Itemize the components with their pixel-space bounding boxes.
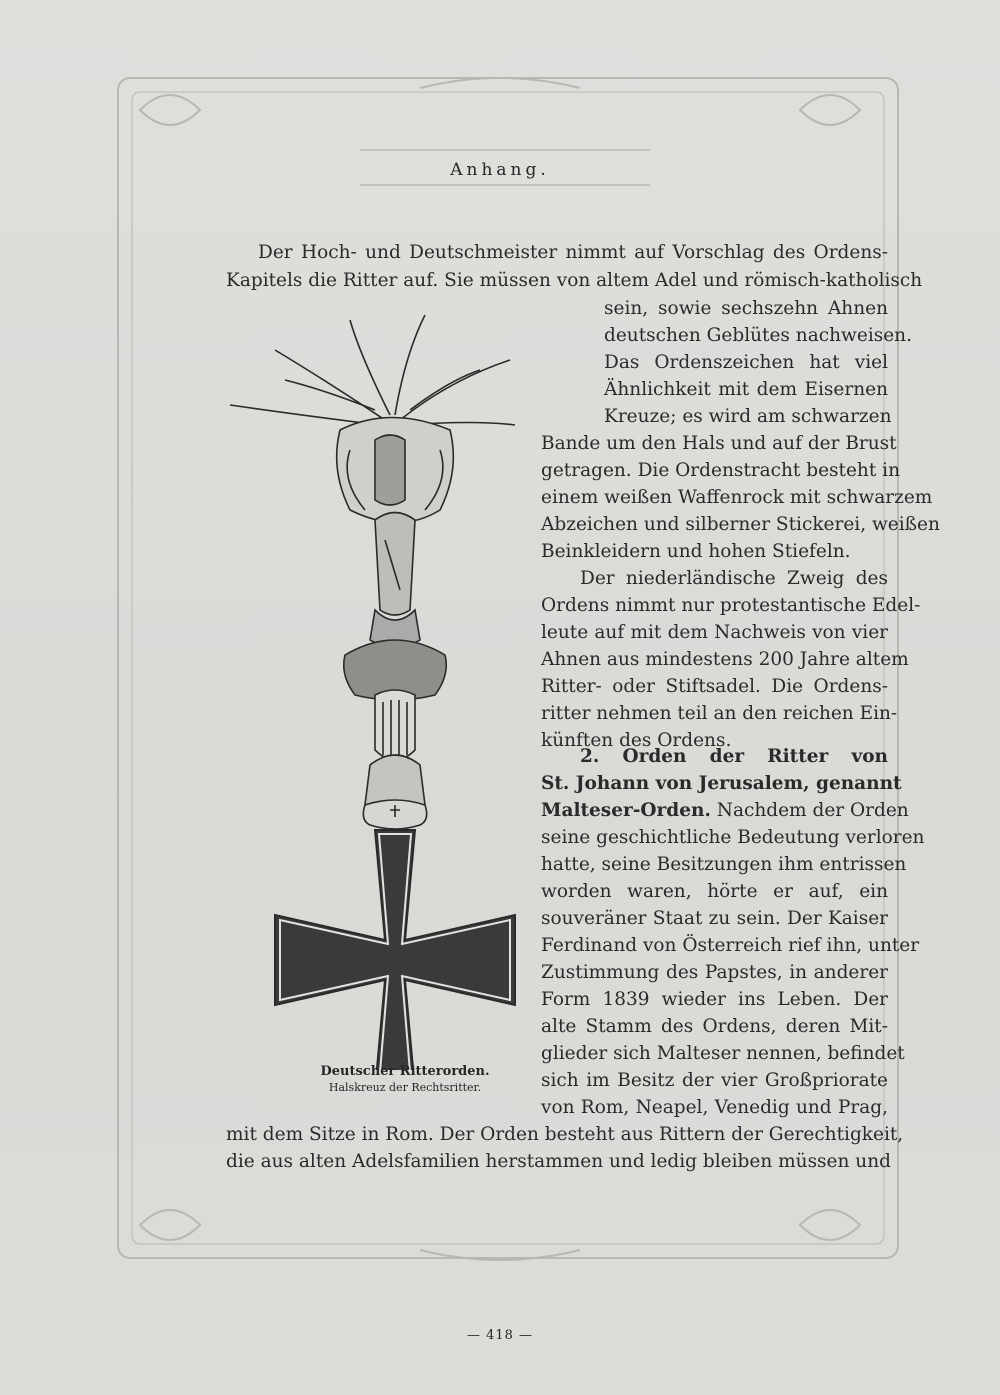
text-line: Bande um den Hals und auf der Brust <box>541 433 897 454</box>
text-line: mit dem Sitze in Rom. Der Orden besteht aus Rittern der Gerechtigkeit, <box>226 1124 904 1145</box>
section-heading-line: 2. Orden der Ritter von <box>580 746 888 767</box>
text-line: Kreuze; es wird am schwarzen <box>604 406 892 427</box>
caption-subtitle: Halskreuz der Rechtsritter. <box>328 1081 482 1094</box>
text-line: Der niederländische Zweig des <box>580 568 888 589</box>
page-number: — 418 — <box>466 1328 534 1343</box>
text-line: Ähnlichkeit mit dem Eisernen <box>604 379 888 400</box>
figure-caption <box>300 1064 510 1094</box>
text-line: Zustimmung des Papstes, in anderer <box>541 962 888 983</box>
text-line: von Rom, Neapel, Venedig und Prag, <box>541 1097 888 1118</box>
text-line: Der Hoch- und Deutschmeister nimmt auf Vorschlag des Ordens- <box>258 242 888 263</box>
teutonic-cross-illustration <box>225 310 525 1070</box>
text-line: deutschen Geblütes nachweisen. <box>604 325 912 346</box>
text-line: seine geschichtliche Bedeutung verloren <box>541 827 925 848</box>
text-line: sein, sowie sechszehn Ahnen <box>604 298 888 319</box>
text-line: Beinkleidern und hohen Stiefeln. <box>541 541 851 562</box>
text-fragment: Nachdem der Orden <box>710 800 909 821</box>
section-heading-end: Malteser-Orden. <box>541 800 711 821</box>
text-line: hatte, seine Besitzungen ihm entrissen <box>541 854 907 875</box>
text-line: Ferdinand von Österreich rief ihn, unter <box>541 935 920 956</box>
text-line: getragen. Die Ordenstracht besteht in <box>541 460 900 481</box>
text-line: Ritter- oder Stiftsadel. Die Ordens- <box>541 676 888 697</box>
text-line: die aus alten Adelsfamilien herstammen und ledig bleiben müssen und <box>226 1151 891 1172</box>
text-line: Abzeichen und silberner Stickerei, weißen <box>541 514 940 535</box>
caption-title: Deutscher Ritterorden. <box>320 1064 490 1079</box>
text-line: künften des Ordens. <box>541 730 732 751</box>
text-line: worden waren, hörte er auf, ein <box>541 881 888 902</box>
text-line: Form 1839 wieder ins Leben. Der <box>541 989 888 1010</box>
page-header: Anhang. <box>450 160 550 180</box>
section-heading-line: St. Johann von Jerusalem, genannt <box>541 773 902 794</box>
text-line: souveräner Staat zu sein. Der Kaiser <box>541 908 888 929</box>
text-line: einem weißen Waffenrock mit schwarzem <box>541 487 933 508</box>
text-line: leute auf mit dem Nachweis von vier <box>541 622 888 643</box>
text-line: glieder sich Malteser nennen, befindet <box>541 1043 905 1064</box>
text-line: alte Stamm des Ordens, deren Mit- <box>541 1016 888 1037</box>
text-line: Kapitels die Ritter auf. Sie müssen von altem Adel und römisch-katholisch <box>226 270 923 291</box>
text-line <box>541 798 909 824</box>
text-line: ritter nehmen teil an den reichen Ein- <box>541 703 898 724</box>
text-line: Ahnen aus mindestens 200 Jahre altem <box>541 649 909 670</box>
text-line: Das Ordenszeichen hat viel <box>604 352 888 373</box>
text-line: Ordens nimmt nur protestantische Edel- <box>541 595 921 616</box>
text-line: sich im Besitz der vier Großpriorate <box>541 1070 888 1091</box>
